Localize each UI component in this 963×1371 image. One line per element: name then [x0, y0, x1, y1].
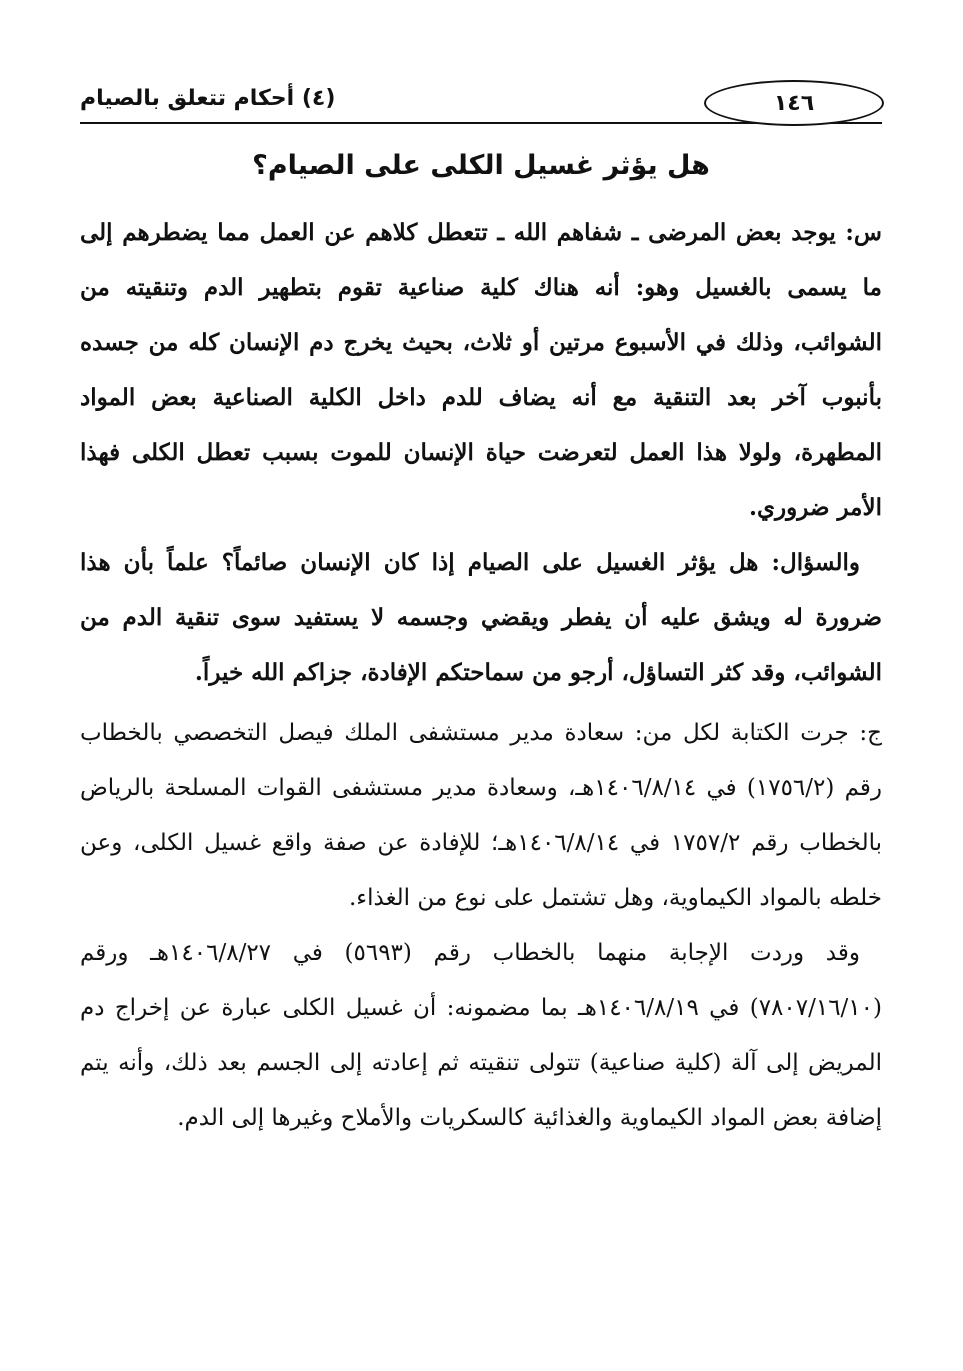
question-paragraph-2: والسؤال: هل يؤثر الغسيل على الصيام إذا كان الإنسان صائماً؟ علماً بأن هذا ضرورة له ويشق عليه أن يفطر ويقضي وجسمه لا يستفيد سوى تنقية الدم من الشوائب، وقد كثر التساؤل، أرجو من سماحتكم الإفادة، جزاكم الله خيراً.	[80, 549, 882, 686]
body-text	[80, 205, 882, 1146]
page-number: ١٤٦	[704, 80, 884, 126]
question-title: هل يؤثر غسيل الكلى على الصيام؟	[252, 150, 710, 181]
answer-paragraph-1: ج: جرت الكتابة لكل من: سعادة مدير مستشفى الملك فيصل التخصصي بالخطاب رقم (١٧٥٦/٢) في ١٤٠٦/٨/١٤هـ، وسعادة مدير مستشفى القوات المسلحة بالرياض بالخطاب رقم ١٧٥٧/٢ في ١٤٠٦/٨/١٤هـ؛ للإفادة عن صفة واقع غسيل الكلى، وعن خلطه بالمواد الكيماوية، وهل تشتمل على نوع من الغذاء.	[80, 720, 882, 911]
answer-paragraph-2: وقد وردت الإجابة منهما بالخطاب رقم (٥٦٩٣) في ١٤٠٦/٨/٢٧هـ ورقم (٧٨٠٧/١٦/١٠) في ١٤٠٦/٨/١٩هـ بما مضمونه: أن غسيل الكلى عبارة عن إخراج دم المريض إلى آلة (كلية صناعية) تتولى تنقيته ثم إعادته إلى الجسم بعد ذلك، وأنه يتم إضافة بعض المواد الكيماوية والغذائية كالسكريات والأملاح وغيرها إلى الدم.	[80, 940, 882, 1131]
question-paragraph-1: س: يوجد بعض المرضى ـ شفاهم الله ـ تتعطل كلاهم عن العمل مما يضطرهم إلى ما يسمى بالغسيل وهو: أنه هناك كلية صناعية تقوم بتطهير الدم وتنقيته من الشوائب، وذلك في الأسبوع مرتين أو ثلاث، بحيث يخرج دم الإنسان كله من جسده بأنبوب آخر بعد التنقية مع أنه يضاف للدم داخل الكلية الصناعية بعض المواد المطهرة، ولولا هذا العمل لتعرضت حياة الإنسان للموت بسبب تعطل الكلى فهذا الأمر ضروري.	[80, 219, 882, 521]
page-header	[80, 66, 882, 136]
running-title: (٤) أحكام تتعلق بالصيام	[80, 86, 336, 111]
